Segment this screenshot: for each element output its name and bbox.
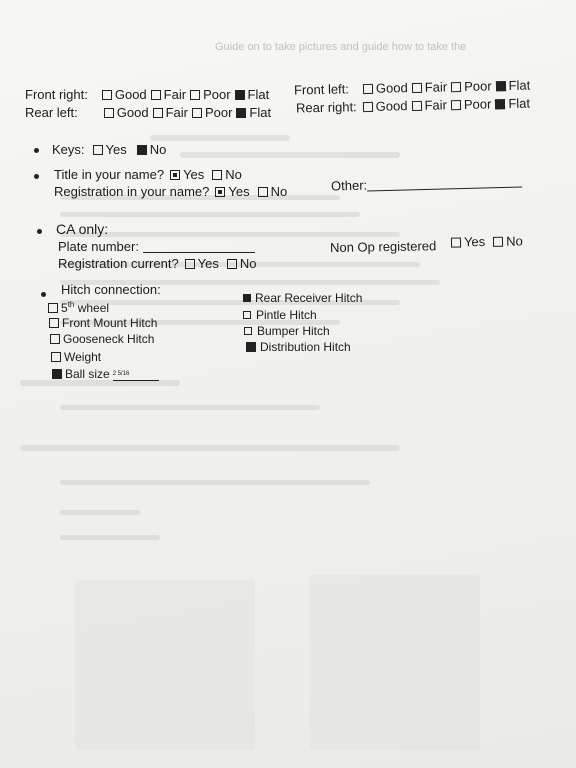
bullet-icon <box>41 292 46 297</box>
plate-input-line[interactable] <box>143 240 255 253</box>
bullet-icon <box>37 229 42 234</box>
hitch-distribution[interactable] <box>246 340 351 354</box>
hitch-front-mount[interactable] <box>49 316 157 330</box>
checkbox[interactable] <box>451 82 461 92</box>
keys-row <box>52 142 170 157</box>
checkbox[interactable] <box>51 352 61 362</box>
hitch-ball-size[interactable] <box>52 367 159 381</box>
rear-right-poor[interactable]: Poor <box>451 96 492 112</box>
checkbox-checked[interactable] <box>215 187 225 197</box>
rear-left-fair[interactable]: Fair <box>153 105 188 120</box>
hitch-rear-receiver-label: Rear Receiver Hitch <box>255 291 363 305</box>
rear-right-label: Rear right: <box>295 99 357 116</box>
hitch-distribution-label: Distribution Hitch <box>260 340 351 354</box>
checkbox[interactable] <box>363 101 373 111</box>
checkbox[interactable] <box>49 318 59 328</box>
plate-label: Plate number: <box>58 239 139 254</box>
front-left-fair[interactable]: Fair <box>412 79 448 95</box>
keys-label: Keys: <box>52 142 85 157</box>
title-yes[interactable]: Yes <box>170 167 204 182</box>
rear-left-row <box>25 105 275 120</box>
non-op-row <box>330 238 456 255</box>
front-left-label: Front left: <box>293 81 350 98</box>
bleed-through-heading: Guide on to take pictures and guide how to take the <box>215 41 467 53</box>
hitch-5th-label: 5 <box>61 301 68 315</box>
checkbox[interactable] <box>192 108 202 118</box>
checkbox-checked[interactable] <box>52 369 62 379</box>
rear-right-flat[interactable]: Flat <box>495 96 530 112</box>
checkbox[interactable] <box>190 90 200 100</box>
hitch-5th-rest: wheel <box>74 301 110 315</box>
reg-current-label: Registration current? <box>58 256 179 271</box>
other-label: Other: <box>330 177 368 194</box>
title-row <box>54 167 246 182</box>
non-op-yes[interactable]: Yes <box>451 234 485 250</box>
checkbox-checked[interactable] <box>235 90 245 100</box>
front-left-poor[interactable]: Poor <box>451 78 492 94</box>
rear-left-poor[interactable]: Poor <box>192 105 232 120</box>
title-no[interactable]: No <box>212 167 242 182</box>
non-op-label: Non Op registered <box>329 238 437 256</box>
ca-heading: CA only: <box>56 221 109 237</box>
front-left-flat[interactable]: Flat <box>495 78 530 94</box>
registration-no[interactable]: No <box>258 184 288 199</box>
checkbox[interactable] <box>227 259 237 269</box>
hitch-bumper[interactable] <box>244 324 330 338</box>
hitch-front-mount-label: Front Mount Hitch <box>62 316 158 330</box>
checkbox[interactable] <box>151 90 161 100</box>
checkbox[interactable] <box>451 237 461 247</box>
hitch-5th-sup: th <box>67 300 75 309</box>
registration-row <box>54 184 291 199</box>
title-label: Title in your name? <box>54 167 165 182</box>
hitch-heading: Hitch connection: <box>61 282 161 297</box>
checkbox[interactable] <box>451 100 461 110</box>
hitch-pintle[interactable] <box>243 308 317 322</box>
front-right-row <box>25 87 273 102</box>
hitch-5th-wheel[interactable] <box>48 300 109 315</box>
hitch-pintle-label: Pintle Hitch <box>256 308 317 322</box>
checkbox[interactable] <box>185 259 195 269</box>
checkbox[interactable] <box>363 83 373 93</box>
checkbox[interactable] <box>258 187 268 197</box>
hitch-bumper-label: Bumper Hitch <box>257 324 330 338</box>
checkbox-checked[interactable] <box>236 108 246 118</box>
front-right-poor[interactable]: Poor <box>190 87 230 102</box>
keys-yes[interactable]: Yes <box>93 142 127 157</box>
checkbox[interactable] <box>411 100 421 110</box>
checkbox[interactable] <box>493 236 503 246</box>
checkbox-checked[interactable] <box>495 99 505 109</box>
checkbox-checked[interactable] <box>170 170 180 180</box>
checkbox[interactable] <box>102 90 112 100</box>
checkbox[interactable] <box>153 108 163 118</box>
rear-left-flat[interactable]: Flat <box>236 105 271 120</box>
plate-row <box>58 239 255 254</box>
hitch-weight[interactable] <box>51 350 101 364</box>
ball-size-value: 2 5/16 <box>112 370 130 377</box>
rear-left-label: Rear left: <box>25 105 78 120</box>
reg-current-yes[interactable]: Yes <box>185 256 219 271</box>
keys-no[interactable]: No <box>137 142 167 157</box>
hitch-ball-size-label: Ball size <box>65 367 110 381</box>
registration-yes[interactable]: Yes <box>215 184 249 199</box>
hitch-rear-receiver[interactable] <box>243 291 362 305</box>
checkbox[interactable] <box>412 82 422 92</box>
front-right-fair[interactable]: Fair <box>151 87 186 102</box>
rear-right-fair[interactable]: Fair <box>411 97 447 113</box>
reg-current-row <box>58 256 261 271</box>
registration-label: Registration in your name? <box>54 184 210 199</box>
front-right-good[interactable]: Good <box>102 87 147 102</box>
reg-current-no[interactable]: No <box>227 256 257 271</box>
rear-right-good[interactable]: Good <box>363 98 408 114</box>
checkbox[interactable] <box>48 303 58 313</box>
checkbox-checked[interactable] <box>495 81 505 91</box>
checkbox[interactable] <box>212 170 222 180</box>
rear-left-good[interactable]: Good <box>104 105 149 120</box>
checkbox[interactable] <box>50 334 60 344</box>
ball-size-input-line[interactable] <box>113 368 159 381</box>
other-input-line[interactable] <box>367 175 522 192</box>
checkbox-checked[interactable] <box>243 294 251 302</box>
non-op-options <box>451 233 527 249</box>
checkbox[interactable] <box>243 311 251 319</box>
checkbox[interactable] <box>93 145 103 155</box>
bullet-icon <box>34 148 39 153</box>
checkbox-checked[interactable] <box>246 342 256 352</box>
front-left-good[interactable]: Good <box>363 80 408 96</box>
hitch-weight-label: Weight <box>64 350 102 364</box>
front-right-label: Front right: <box>25 87 88 102</box>
hitch-gooseneck-label: Gooseneck Hitch <box>63 332 155 346</box>
non-op-no[interactable]: No <box>493 233 523 249</box>
checkbox[interactable] <box>104 108 114 118</box>
checkbox[interactable] <box>244 327 252 335</box>
bullet-icon <box>34 174 39 179</box>
hitch-gooseneck[interactable] <box>50 332 154 346</box>
front-right-flat[interactable]: Flat <box>235 87 270 102</box>
checkbox-checked[interactable] <box>137 145 147 155</box>
